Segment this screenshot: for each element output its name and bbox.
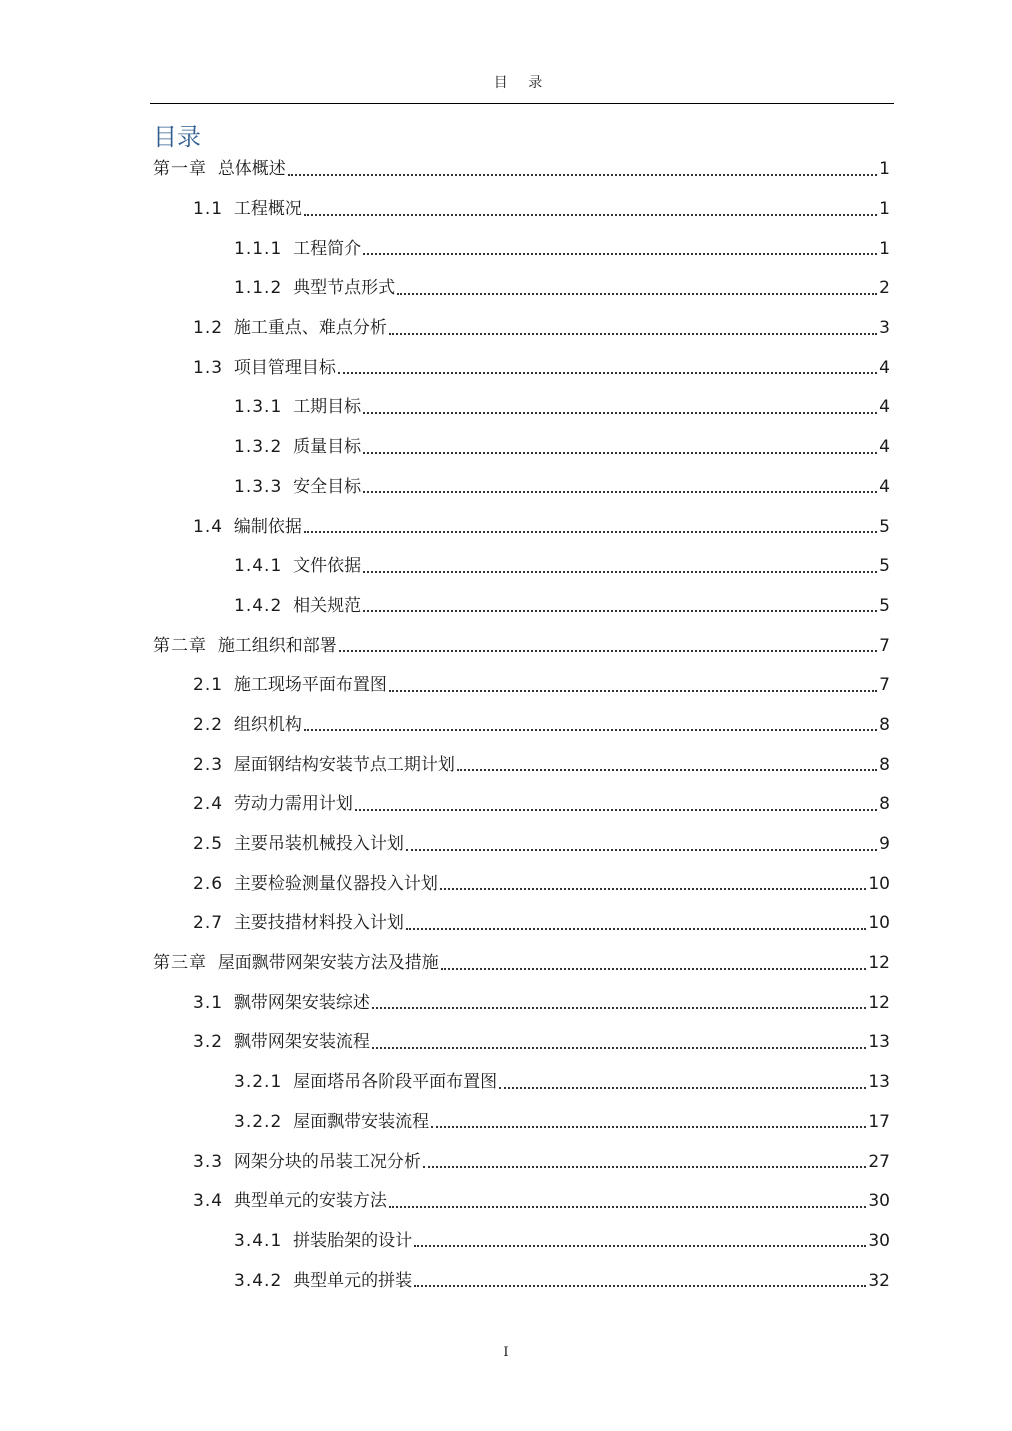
toc-entry-number: 3.4: [193, 1191, 224, 1212]
toc-entry-page: 13: [868, 1032, 890, 1053]
toc-entry-number: 1.3: [193, 357, 224, 378]
toc-entry[interactable]: [153, 309, 890, 349]
toc-entry-title: 工期目标: [293, 397, 362, 418]
toc-entry-page: 12: [868, 953, 890, 974]
dot-leader: [304, 531, 877, 533]
dot-leader: [441, 968, 867, 970]
dot-leader: [304, 729, 877, 731]
toc-entry[interactable]: [153, 666, 890, 706]
toc-entry-number: 2.6: [193, 873, 224, 894]
toc-entry[interactable]: [153, 1142, 890, 1182]
toc-entry-title: 文件依据: [293, 556, 362, 577]
running-header: 目 录: [493, 75, 551, 91]
dot-leader: [389, 333, 877, 335]
toc-entry[interactable]: [153, 229, 890, 269]
toc-entry-page: 27: [868, 1151, 890, 1172]
toc-entry[interactable]: [153, 745, 890, 785]
dot-leader: [363, 491, 877, 493]
toc-entry-page: 5: [879, 595, 890, 616]
dot-leader: [372, 1047, 867, 1049]
toc-entry-number: 3.4.2: [234, 1270, 283, 1291]
toc-entry-title: 施工组织和部署: [217, 635, 337, 656]
toc-entry[interactable]: [153, 706, 890, 746]
toc-entry-number: 2.3: [193, 754, 224, 775]
dot-leader: [339, 650, 877, 652]
dot-leader: [363, 571, 877, 573]
toc-entry-page: 32: [868, 1270, 890, 1291]
toc-entry-number: 第一章: [153, 159, 207, 180]
toc-entry[interactable]: [153, 1261, 890, 1301]
toc-entry-title: 网架分块的吊装工况分析: [233, 1151, 421, 1172]
toc-entry-page: 7: [879, 635, 890, 656]
toc-entry-title: 工程简介: [293, 238, 362, 259]
toc-entry-title: 项目管理目标: [233, 357, 336, 378]
toc-entry-title: 组织机构: [233, 714, 302, 735]
dot-leader: [338, 372, 877, 374]
toc-entry-number: 1.4: [193, 516, 224, 537]
toc-entry-number: 3.3: [193, 1151, 224, 1172]
dot-leader: [389, 690, 877, 692]
toc-entry[interactable]: [153, 785, 890, 825]
toc-entry-title: 主要检验测量仪器投入计划: [233, 873, 438, 894]
toc-entry-number: 1.2: [193, 318, 224, 339]
toc-entry-page: 10: [868, 913, 890, 934]
dot-leader: [397, 293, 877, 295]
toc-entry-title: 总体概述: [217, 159, 286, 180]
toc-entry[interactable]: [153, 944, 890, 984]
toc-entry-page: 12: [868, 992, 890, 1013]
toc-entry-page: 1: [879, 199, 890, 220]
toc-entry[interactable]: [153, 626, 890, 666]
toc-entry-title: 质量目标: [293, 437, 362, 458]
toc-entry-number: 第二章: [153, 635, 207, 656]
toc-entry-page: 10: [868, 873, 890, 894]
dot-leader: [457, 769, 877, 771]
toc-entry[interactable]: [153, 269, 890, 309]
dot-leader: [363, 610, 877, 612]
toc-entry-title: 施工重点、难点分析: [233, 318, 387, 339]
toc-entry[interactable]: [153, 348, 890, 388]
toc-entry-number: 3.2: [193, 1032, 224, 1053]
toc-entry-title: 施工现场平面布置图: [233, 675, 387, 696]
toc-entry-number: 2.1: [193, 675, 224, 696]
toc-entry-title: 屋面塔吊各阶段平面布置图: [293, 1072, 498, 1093]
toc-entry-page: 13: [868, 1072, 890, 1093]
table-of-contents: [153, 150, 890, 1301]
toc-entry-title: 拼装胎架的设计: [293, 1230, 413, 1251]
toc-entry-title: 主要技措材料投入计划: [233, 913, 404, 934]
toc-entry[interactable]: [153, 864, 890, 904]
toc-entry-page: 7: [879, 675, 890, 696]
dot-leader: [406, 849, 877, 851]
toc-entry[interactable]: [153, 983, 890, 1023]
toc-entry-title: 典型单元的安装方法: [233, 1191, 387, 1212]
toc-entry-number: 3.1: [193, 992, 224, 1013]
toc-entry-page: 5: [879, 516, 890, 537]
dot-leader: [288, 174, 877, 176]
dot-leader: [389, 1206, 867, 1208]
toc-entry[interactable]: [153, 547, 890, 587]
toc-entry-page: 9: [879, 834, 890, 855]
toc-entry-title: 劳动力需用计划: [233, 794, 353, 815]
dot-leader: [363, 412, 877, 414]
toc-entry-title: 相关规范: [293, 595, 362, 616]
dot-leader: [440, 888, 867, 890]
toc-entry-title: 编制依据: [233, 516, 302, 537]
toc-entry-number: 1.3.3: [234, 476, 283, 497]
toc-entry[interactable]: [153, 587, 890, 627]
header-divider: [150, 103, 894, 104]
toc-entry[interactable]: [153, 825, 890, 865]
toc-entry-page: 30: [868, 1191, 890, 1212]
toc-entry-page: 8: [879, 714, 890, 735]
toc-entry-title: 飘带网架安装流程: [233, 1032, 370, 1053]
dot-leader: [414, 1245, 866, 1247]
toc-entry-page: 4: [879, 357, 890, 378]
toc-entry[interactable]: [153, 1023, 890, 1063]
toc-entry-number: 第三章: [153, 953, 207, 974]
toc-entry-title: 典型单元的拼装: [293, 1270, 413, 1291]
toc-entry-page: 8: [879, 794, 890, 815]
toc-entry-number: 1.1.2: [234, 278, 283, 299]
toc-entry[interactable]: [153, 507, 890, 547]
toc-entry-page: 2: [879, 278, 890, 299]
toc-entry[interactable]: [153, 1103, 890, 1143]
toc-entry-page: 17: [868, 1111, 890, 1132]
toc-entry-number: 3.4.1: [234, 1230, 283, 1251]
toc-entry-page: 30: [868, 1230, 890, 1251]
toc-entry-number: 1.4.2: [234, 595, 283, 616]
toc-entry[interactable]: [153, 1182, 890, 1222]
toc-entry-number: 2.7: [193, 913, 224, 934]
toc-heading: 目录: [153, 123, 201, 151]
toc-entry-page: 5: [879, 556, 890, 577]
toc-entry[interactable]: [153, 428, 890, 468]
toc-entry-number: 1.1: [193, 199, 224, 220]
toc-entry-title: 屋面钢结构安装节点工期计划: [233, 754, 455, 775]
toc-entry-page: 4: [879, 437, 890, 458]
toc-entry-number: 3.2.1: [234, 1072, 283, 1093]
toc-entry[interactable]: [153, 190, 890, 230]
toc-entry-number: 1.4.1: [234, 556, 283, 577]
toc-entry[interactable]: [153, 1222, 890, 1262]
dot-leader: [363, 253, 877, 255]
dot-leader: [304, 214, 877, 216]
toc-entry-title: 安全目标: [293, 476, 362, 497]
toc-entry-number: 3.2.2: [234, 1111, 283, 1132]
toc-entry[interactable]: [153, 904, 890, 944]
toc-entry-number: 1.3.1: [234, 397, 283, 418]
toc-entry[interactable]: [153, 1063, 890, 1103]
toc-entry[interactable]: [153, 468, 890, 508]
toc-entry-page: 1: [879, 238, 890, 259]
dot-leader: [431, 1126, 866, 1128]
toc-entry-number: 2.2: [193, 714, 224, 735]
toc-entry-number: 2.5: [193, 834, 224, 855]
toc-entry-page: 8: [879, 754, 890, 775]
toc-entry-title: 屋面飘带安装流程: [293, 1111, 430, 1132]
toc-entry-title: 屋面飘带网架安装方法及措施: [217, 953, 439, 974]
toc-entry-page: 4: [879, 476, 890, 497]
page-number: I: [503, 1345, 509, 1360]
dot-leader: [406, 928, 867, 930]
toc-entry-title: 工程概况: [233, 199, 302, 220]
dot-leader: [363, 452, 877, 454]
toc-entry-page: 3: [879, 318, 890, 339]
dot-leader: [355, 809, 877, 811]
toc-entry[interactable]: [153, 150, 890, 190]
toc-entry-title: 典型节点形式: [293, 278, 396, 299]
toc-entry-page: 4: [879, 397, 890, 418]
toc-entry-title: 飘带网架安装综述: [233, 992, 370, 1013]
toc-entry[interactable]: [153, 388, 890, 428]
dot-leader: [414, 1285, 866, 1287]
toc-entry-number: 1.1.1: [234, 238, 283, 259]
dot-leader: [499, 1087, 866, 1089]
dot-leader: [372, 1007, 867, 1009]
toc-entry-number: 2.4: [193, 794, 224, 815]
toc-entry-page: 1: [879, 159, 890, 180]
toc-entry-number: 1.3.2: [234, 437, 283, 458]
dot-leader: [423, 1166, 867, 1168]
toc-entry-title: 主要吊装机械投入计划: [233, 834, 404, 855]
